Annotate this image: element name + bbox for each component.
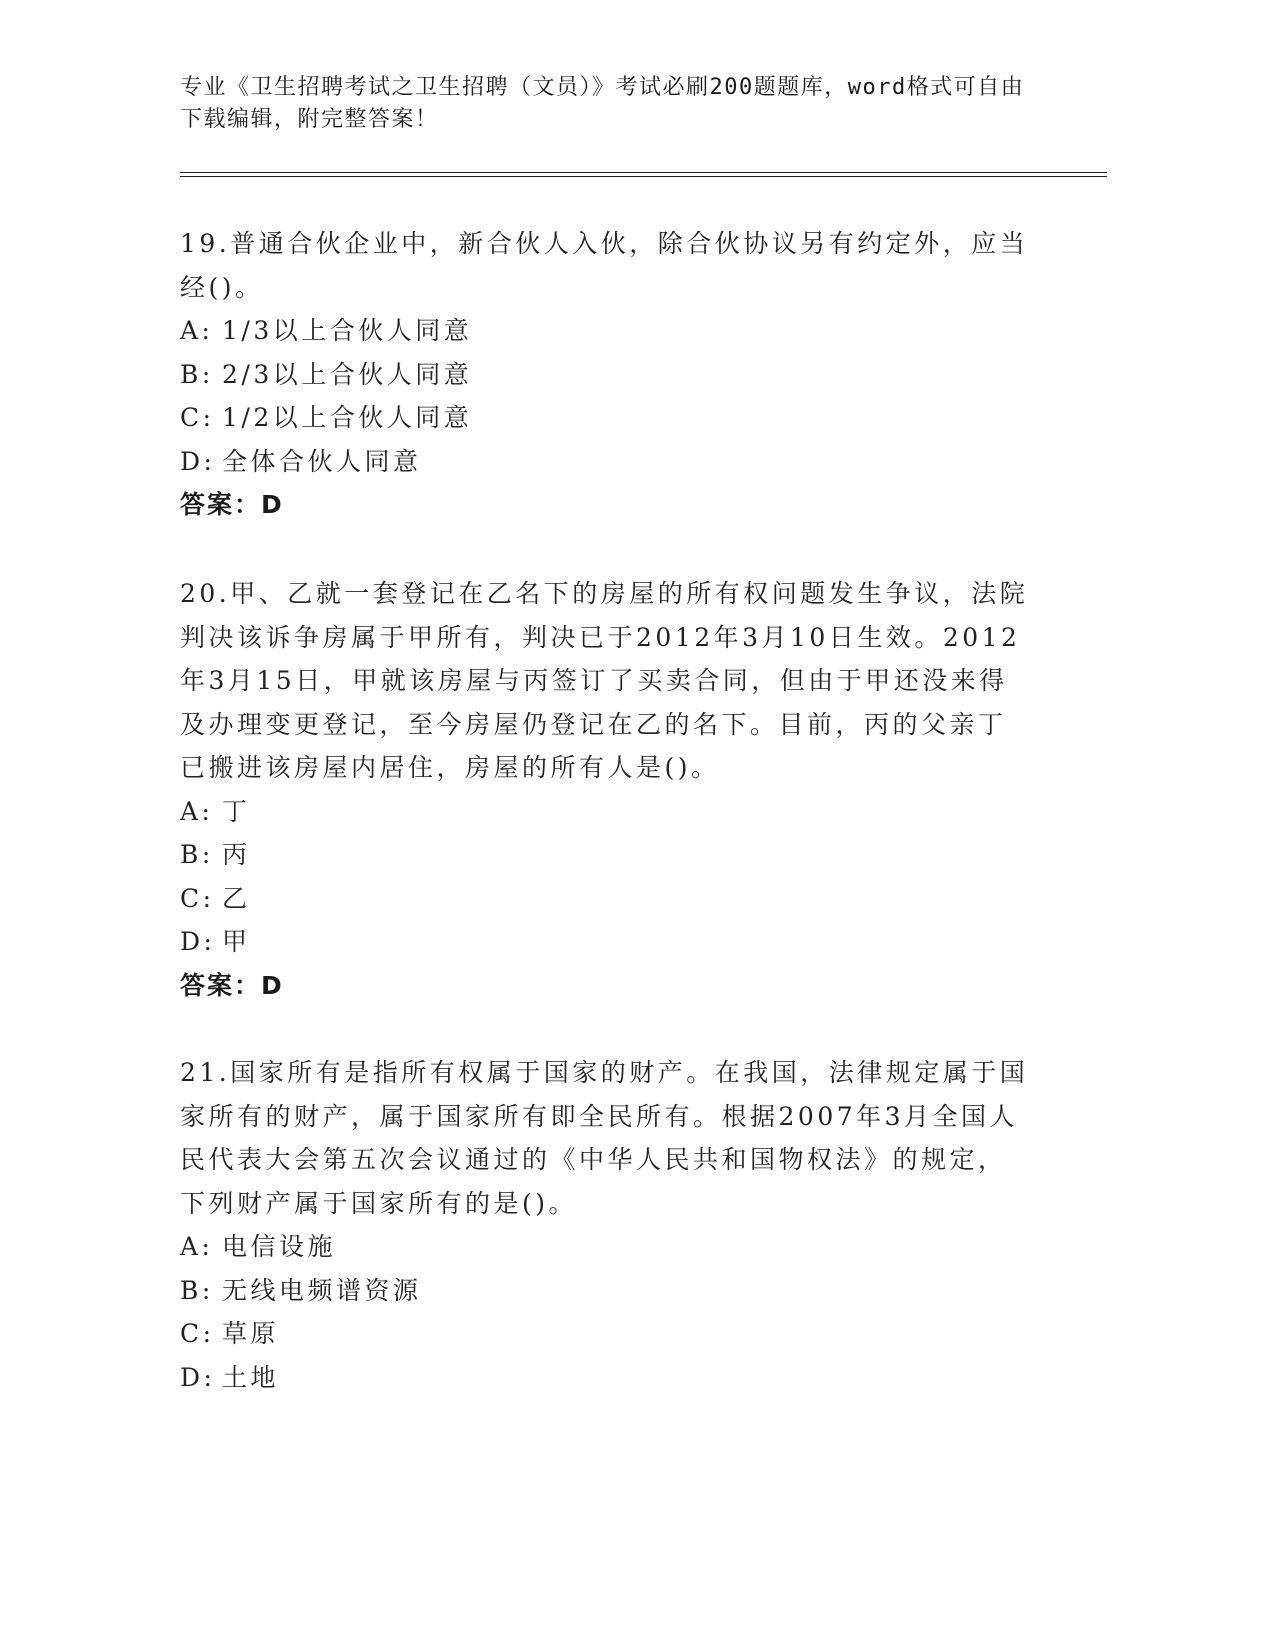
option-text: 无线电频谱资源: [222, 1275, 422, 1305]
option-d: [180, 1356, 1030, 1400]
option-a: [180, 309, 1030, 353]
option-key: D:: [180, 1362, 216, 1392]
question-19: [180, 222, 1030, 527]
option-text: 丁: [222, 796, 251, 826]
option-c: [180, 396, 1030, 440]
option-c: [180, 877, 1030, 921]
option-text: 全体合伙人同意: [222, 446, 422, 476]
option-a: [180, 790, 1030, 834]
answer-label: 答案：D: [180, 970, 284, 1000]
option-text: 1/3以上合伙人同意: [222, 316, 473, 345]
option-b: [180, 353, 1030, 397]
option-b: [180, 833, 1030, 877]
option-text: 土地: [222, 1362, 280, 1392]
question-text: 21.国家所有是指所有权属于国家的财产。在我国，法律规定属于国家所有的财产，属于国家所有即全民所有。根据2007年3月全国人民代表大会第五次会议通过的《中华人民共和国物权法》的规定，下列财产属于国家所有的是()。: [180, 1058, 1029, 1218]
option-key: C:: [180, 403, 215, 432]
option-text: 1/2以上合伙人同意: [222, 403, 473, 432]
option-d: [180, 440, 1030, 484]
option-text: 丙: [222, 840, 251, 869]
option-key: C:: [180, 1319, 215, 1348]
option-text: 2/3以上合伙人同意: [222, 359, 473, 389]
option-text: 甲: [222, 927, 251, 956]
option-key: B:: [180, 1275, 214, 1305]
option-key: A:: [180, 796, 214, 826]
question-20: [180, 572, 1030, 1007]
option-c: [180, 1312, 1030, 1356]
option-key: D:: [180, 927, 216, 956]
answer-label: 答案：D: [180, 490, 284, 519]
option-d: [180, 920, 1030, 964]
option-b: [180, 1269, 1030, 1313]
question-text: 19.普通合伙企业中，新合伙人入伙，除合伙协议另有约定外，应当经()。: [180, 229, 1029, 302]
option-key: D:: [180, 446, 216, 476]
document-header-text: 专业《卫生招聘考试之卫生招聘（文员）》考试必刷200题题库，word格式可自由下载编辑，附完整答案！: [180, 75, 1025, 132]
option-text: 草原: [222, 1319, 280, 1348]
option-a: [180, 1225, 1030, 1269]
page-header: [180, 72, 1110, 177]
option-key: A:: [180, 1232, 214, 1261]
header-divider: [180, 172, 1107, 177]
question-text: 20.甲、乙就一套登记在乙名下的房屋的所有权问题发生争议，法院判决该诉争房属于甲所有，判决已于2012年3月10日生效。2012年3月15日，甲就该房屋与丙签订了买卖合同，但由于甲还没来得及办理变更登记，至今房屋仍登记在乙的名下。目前，丙的父亲丁已搬进该房屋内居住，房屋的所有人是()。: [180, 579, 1029, 782]
option-key: C:: [180, 883, 215, 913]
option-text: 乙: [222, 883, 251, 913]
option-key: B:: [180, 359, 214, 389]
question-21: [180, 1051, 1030, 1399]
option-key: B:: [180, 840, 214, 869]
option-text: 电信设施: [222, 1232, 337, 1261]
option-key: A:: [180, 316, 214, 345]
